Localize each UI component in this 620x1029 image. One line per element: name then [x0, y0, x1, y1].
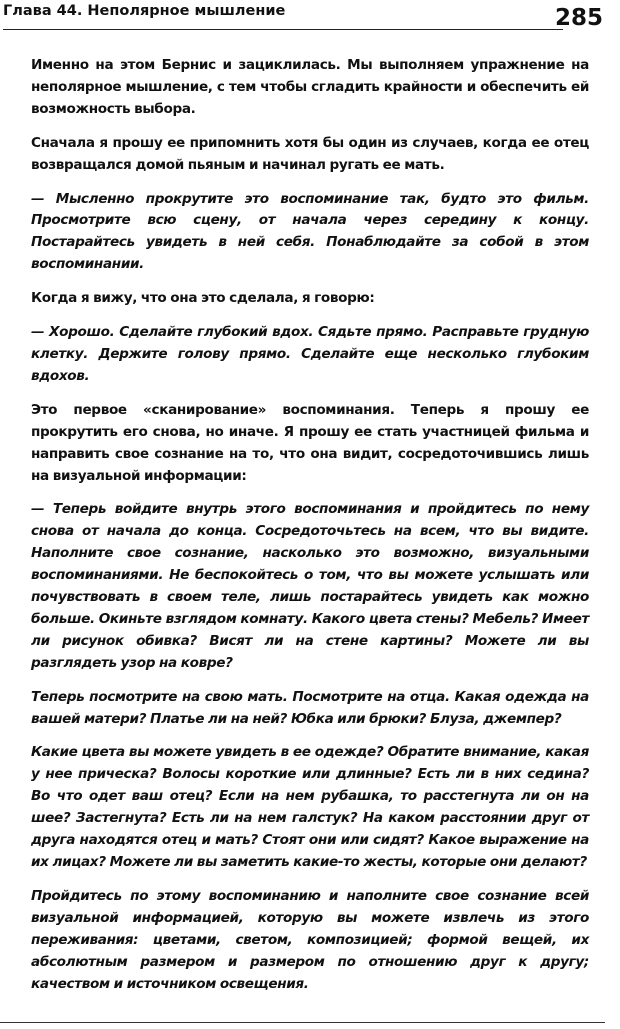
running-header	[3, 2, 603, 32]
paragraph-5: — Хорошо. Сделайте глубокий вдох. Сядьте прямо. Расправьте грудную клетку. Держите голову прямо. Сделайте еще несколько глубоким вдохов.	[31, 324, 589, 384]
paragraph-2: Сначала я прошу ее припомнить хотя бы один из случаев, когда ее отец возвращался домой пьяным и начинал ругать ее мать.	[31, 134, 589, 173]
paragraph-9: Какие цвета вы можете увидеть в ее одежде? Обратите внимание, какая у нее прическа? Волосы короткие или длинные? Есть ли в них седина? Во что одет ваш отец? Если на нем рубашка, то расстегнута ли он на шее? Застегнута? Есть ли на нем галстук? На каком расстоянии друг от друга находятся отец и мать? Стоят они или сидят? Какое выражение на их лицах? Можете ли вы заметить какие-то жесты, которые они делают?	[31, 744, 589, 870]
header-rule	[3, 29, 563, 30]
paragraph-10: Пройдитесь по этому воспоминанию и наполните свое сознание всей визуальной информацией, которую вы можете извлечь из этого переживания: цветами, светом, композицией; формой вещей, их абсолютным размером и размером по отношению друг к другу; качеством и источником освещения.	[31, 887, 589, 992]
chapter-title: Глава 44. Неполярное мышление	[3, 3, 286, 19]
paragraph-7: — Теперь войдите внутрь этого воспоминания и пройдитесь по нему снова от начала до конца. Сосредоточьтесь на всем, что вы видите. Наполните свое сознание, насколько это возможно, визуальными воспоминаниями. Не беспокойтесь о том, что вы можете услышать или почувствовать в своем теле, лишь постарайтесь увидеть как можно больше. Окиньте взглядом комнату. Какого цвета стены? Мебель? Имеет ли рисунок обивка? Висят ли на стене картины? Можете ли вы разглядеть узор на ковре?	[31, 501, 589, 671]
body-text	[31, 55, 589, 1007]
paragraph-6: Это первое «сканирование» воспоминания. Теперь я прошу ее прокрутить его снова, но иначе. Я прошу ее стать участницей фильма и направить свое сознание на то, что она видит, сосредоточившись лишь на визуальной информации:	[31, 401, 589, 484]
paragraph-3: — Мысленно прокрутите это воспоминание так, будто это фильм. Просмотрите всю сцену, от начала через середину к концу. Постарайтесь увидеть в ней себя. Понаблюдайте за собой в этом воспоминании.	[31, 190, 589, 273]
page-number: 285	[554, 5, 603, 31]
paragraph-4: Когда я вижу, что она это сделала, я говорю:	[31, 290, 375, 307]
paragraph-8: Теперь посмотрите на свою мать. Посмотрите на отца. Какая одежда на вашей матери? Платье ли на ней? Юбка или брюки? Блуза, джемпер?	[31, 688, 589, 727]
footer-rule	[0, 1022, 605, 1023]
paragraph-1: Именно на этом Бернис и зациклилась. Мы выполняем упражнение на неполярное мышление, с тем чтобы сгладить крайности и обеспечить ей возможность выбора.	[31, 57, 589, 117]
